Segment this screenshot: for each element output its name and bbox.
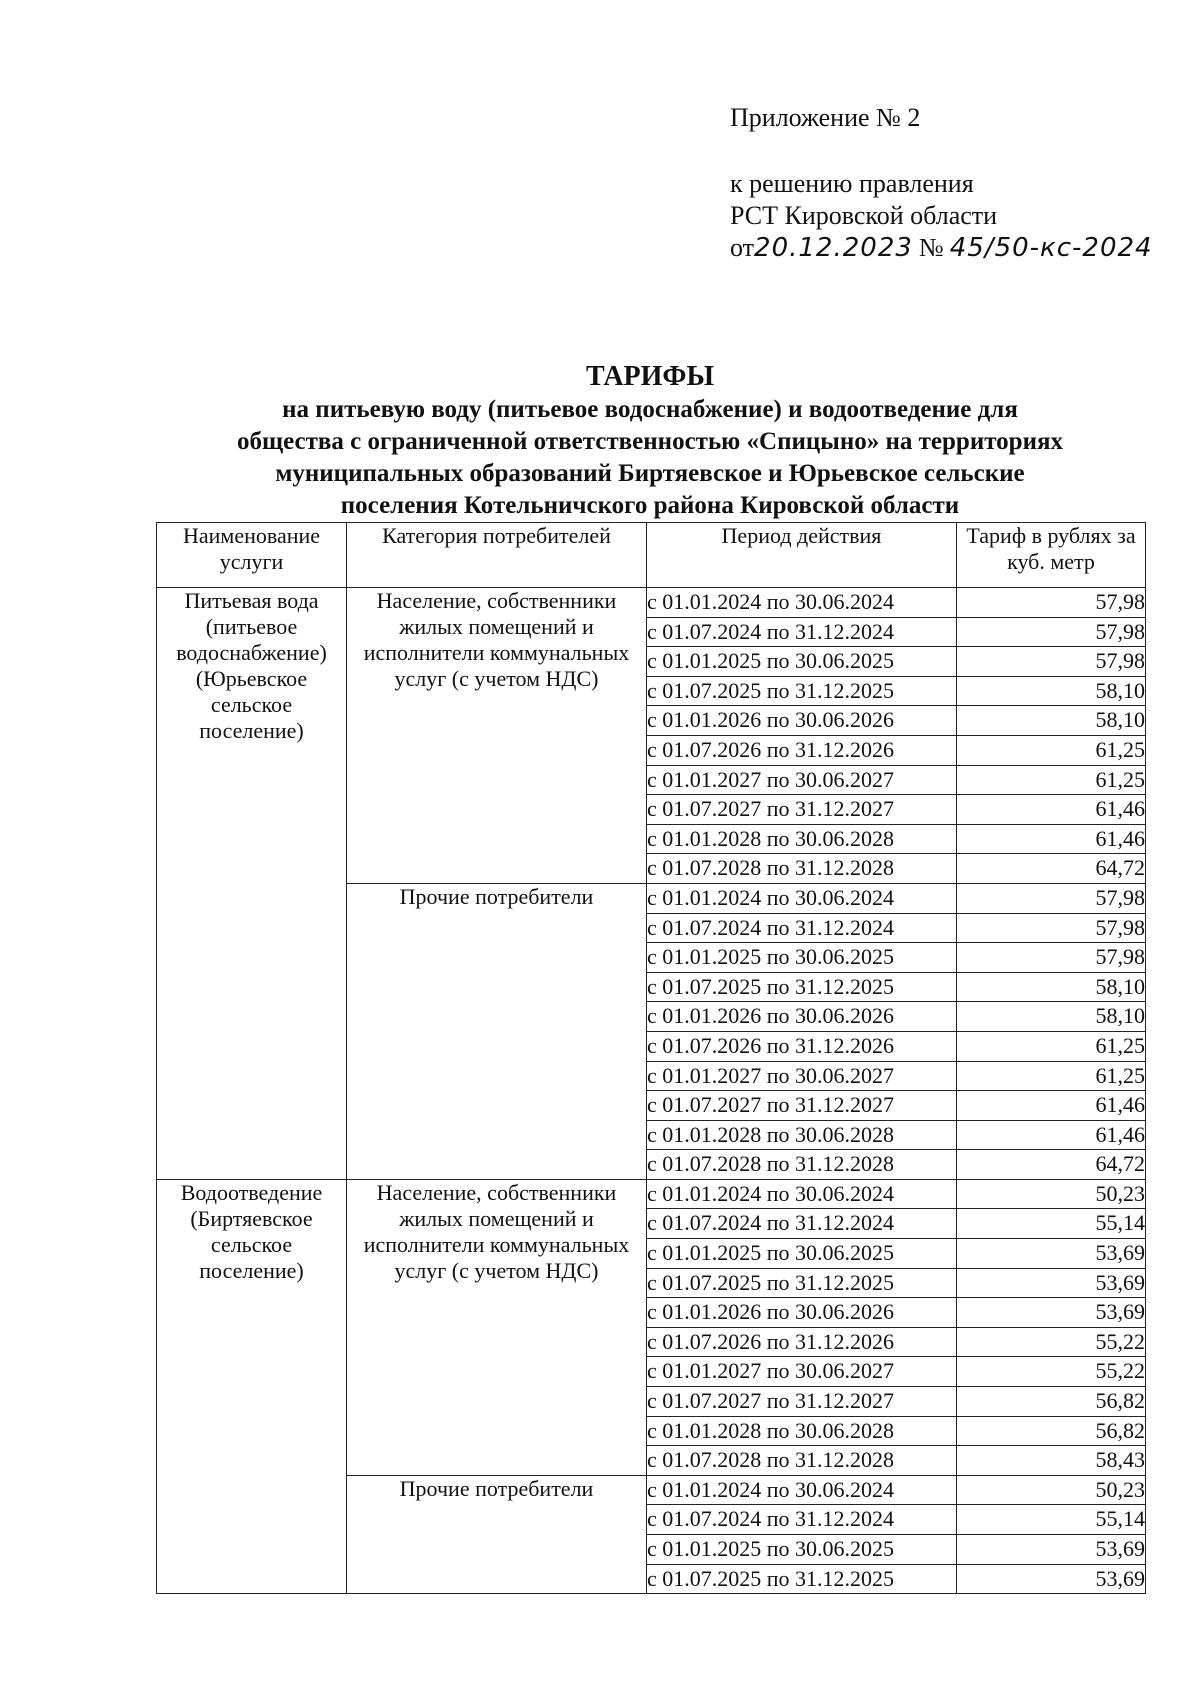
document-title xyxy=(150,360,1150,522)
tariff-cell: 53,69 xyxy=(957,1268,1146,1298)
table-row xyxy=(157,1179,1146,1209)
tariff-cell: 61,46 xyxy=(957,1120,1146,1150)
tariff-cell: 56,82 xyxy=(957,1387,1146,1417)
period-cell: с 01.07.2025 по 31.12.2025 xyxy=(647,1268,957,1298)
tariff-cell: 53,69 xyxy=(957,1298,1146,1328)
period-cell: с 01.07.2026 по 31.12.2026 xyxy=(647,1327,957,1357)
period-cell: с 01.01.2028 по 30.06.2028 xyxy=(647,1120,957,1150)
period-cell: с 01.01.2025 по 30.06.2025 xyxy=(647,943,957,973)
tariff-cell: 64,72 xyxy=(957,1150,1146,1180)
header-tariff: Тариф в рублях за куб. метр xyxy=(957,523,1146,588)
title-subtitle-line: муниципальных образований Биртяевское и Юрьевское сельские xyxy=(275,460,1025,487)
appendix-line-1: к решению правления xyxy=(730,169,974,198)
tariff-cell: 61,46 xyxy=(957,795,1146,825)
tariff-cell: 55,22 xyxy=(957,1357,1146,1387)
tariff-cell: 55,14 xyxy=(957,1209,1146,1239)
tariff-cell: 55,14 xyxy=(957,1505,1146,1535)
table-row xyxy=(157,588,1146,618)
title-subtitle-line: поселения Котельничского района Кировской области xyxy=(340,492,960,519)
period-cell: с 01.01.2026 по 30.06.2026 xyxy=(647,1002,957,1032)
tariff-cell: 57,98 xyxy=(957,617,1146,647)
title-subtitle-line: общества с ограниченной ответственностью «Спицыно» на территориях xyxy=(236,428,1064,455)
period-cell: с 01.07.2024 по 31.12.2024 xyxy=(647,1505,957,1535)
tariff-cell: 61,25 xyxy=(957,765,1146,795)
period-cell: с 01.01.2027 по 30.06.2027 xyxy=(647,1357,957,1387)
tariff-cell: 61,25 xyxy=(957,1061,1146,1091)
period-cell: с 01.07.2028 по 31.12.2028 xyxy=(647,1150,957,1180)
tariff-cell: 55,22 xyxy=(957,1327,1146,1357)
tariff-cell: 57,98 xyxy=(957,883,1146,913)
tariff-cell: 50,23 xyxy=(957,1179,1146,1209)
header-period: Период действия xyxy=(647,523,957,588)
tariff-cell: 58,43 xyxy=(957,1446,1146,1476)
period-cell: с 01.07.2028 по 31.12.2028 xyxy=(647,1446,957,1476)
period-cell: с 01.07.2028 по 31.12.2028 xyxy=(647,854,957,884)
period-cell: с 01.07.2025 по 31.12.2025 xyxy=(647,676,957,706)
period-cell: с 01.01.2025 по 30.06.2025 xyxy=(647,1239,957,1269)
tariff-cell: 50,23 xyxy=(957,1475,1146,1505)
title-main: ТАРИФЫ xyxy=(586,361,714,392)
category-cell: Население, собственники жилых помещений и исполнители коммунальных услуг (с учетом НДС) xyxy=(347,1179,647,1475)
tariff-cell: 58,10 xyxy=(957,706,1146,736)
header-service: Наименование услуги xyxy=(157,523,347,588)
category-cell: Прочие потребители xyxy=(347,883,647,1179)
period-cell: с 01.01.2025 по 30.06.2025 xyxy=(647,1535,957,1565)
period-cell: с 01.01.2028 по 30.06.2028 xyxy=(647,824,957,854)
period-cell: с 01.07.2027 по 31.12.2027 xyxy=(647,1091,957,1121)
period-cell: с 01.01.2024 по 30.06.2024 xyxy=(647,1475,957,1505)
period-cell: с 01.07.2024 по 31.12.2024 xyxy=(647,1209,957,1239)
tariff-cell: 58,10 xyxy=(957,676,1146,706)
category-cell: Население, собственники жилых помещений и исполнители коммунальных услуг (с учетом НДС) xyxy=(347,588,647,884)
appendix-decision-line xyxy=(730,232,1153,264)
tariff-table xyxy=(156,522,1146,1594)
tariff-cell: 53,69 xyxy=(957,1535,1146,1565)
tariff-cell: 57,98 xyxy=(957,647,1146,677)
period-cell: с 01.01.2027 по 30.06.2027 xyxy=(647,765,957,795)
period-cell: с 01.07.2025 по 31.12.2025 xyxy=(647,972,957,1002)
period-cell: с 01.01.2024 по 30.06.2024 xyxy=(647,588,957,618)
tariff-cell: 58,10 xyxy=(957,1002,1146,1032)
tariff-cell: 64,72 xyxy=(957,854,1146,884)
period-cell: с 01.01.2027 по 30.06.2027 xyxy=(647,1061,957,1091)
title-subtitle-line: на питьевую воду (питьевое водоснабжение) и водоотведение для xyxy=(282,396,1018,423)
tariff-cell: 53,69 xyxy=(957,1239,1146,1269)
appendix-line-2: РСТ Кировской области xyxy=(730,201,998,230)
number-label: № xyxy=(918,233,944,262)
service-name-cell: Питьевая вода (питьевое водоснабжение) (Юрьевское сельское поселение) xyxy=(157,588,347,1180)
period-cell: с 01.01.2028 по 30.06.2028 xyxy=(647,1416,957,1446)
tariff-cell: 57,98 xyxy=(957,588,1146,618)
period-cell: с 01.01.2026 по 30.06.2026 xyxy=(647,1298,957,1328)
tariff-cell: 61,46 xyxy=(957,1091,1146,1121)
service-name-cell: Водоотведение (Биртяевское сельское поселение) xyxy=(157,1179,347,1593)
tariff-cell: 56,82 xyxy=(957,1416,1146,1446)
tariff-cell: 57,98 xyxy=(957,943,1146,973)
period-cell: с 01.07.2026 по 31.12.2026 xyxy=(647,1031,957,1061)
category-cell: Прочие потребители xyxy=(347,1475,647,1593)
period-cell: с 01.01.2024 по 30.06.2024 xyxy=(647,883,957,913)
tariff-cell: 53,69 xyxy=(957,1564,1146,1594)
table-body xyxy=(157,588,1146,1594)
tariff-cell: 57,98 xyxy=(957,913,1146,943)
period-cell: с 01.07.2024 по 31.12.2024 xyxy=(647,913,957,943)
period-cell: с 01.01.2025 по 30.06.2025 xyxy=(647,647,957,677)
period-cell: с 01.01.2024 по 30.06.2024 xyxy=(647,1179,957,1209)
tariff-cell: 61,46 xyxy=(957,824,1146,854)
period-cell: с 01.01.2026 по 30.06.2026 xyxy=(647,706,957,736)
tariff-cell: 61,25 xyxy=(957,735,1146,765)
period-cell: с 01.07.2025 по 31.12.2025 xyxy=(647,1564,957,1594)
handwritten-decision-number: 45/50-кс-2024 xyxy=(949,233,1153,263)
tariff-cell: 58,10 xyxy=(957,972,1146,1002)
table-header-row xyxy=(157,523,1146,588)
period-cell: с 01.07.2024 по 31.12.2024 xyxy=(647,617,957,647)
period-cell: с 01.07.2027 по 31.12.2027 xyxy=(647,795,957,825)
handwritten-date: 20.12.2023 xyxy=(754,233,913,263)
header-category: Категория потребителей xyxy=(347,523,647,588)
tariff-cell: 61,25 xyxy=(957,1031,1146,1061)
appendix-block xyxy=(730,102,1153,264)
period-cell: с 01.07.2027 по 31.12.2027 xyxy=(647,1387,957,1417)
from-label: от xyxy=(730,233,755,262)
appendix-number: Приложение № 2 xyxy=(730,103,921,132)
period-cell: с 01.07.2026 по 31.12.2026 xyxy=(647,735,957,765)
